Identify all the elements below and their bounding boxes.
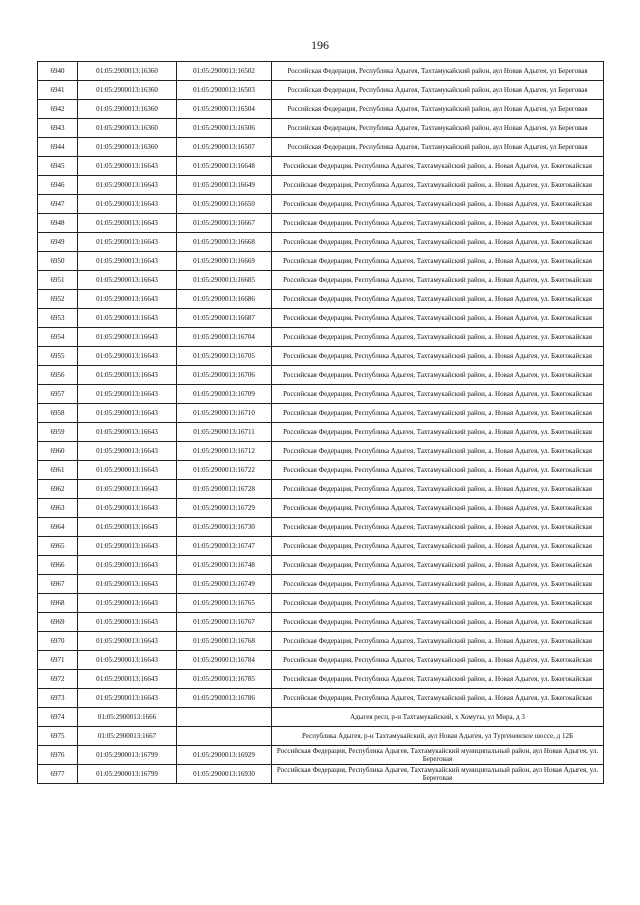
row-number-cell: 6959 xyxy=(38,423,78,442)
parent-cadastral-cell: 01:05:2900013:16643 xyxy=(78,594,177,613)
address-cell: Российская Федерация, Республика Адыгея, Тахтамукайский район, а. Новая Адыгея, ул. Бжегокайская xyxy=(272,233,604,252)
table-row xyxy=(38,119,604,138)
address-cell: Российская Федерация, Республика Адыгея, Тахтамукайский район, а. Новая Адыгея, ул. Бжегокайская xyxy=(272,195,604,214)
table-row xyxy=(38,651,604,670)
address-cell: Российская Федерация, Республика Адыгея, Тахтамукайский район, аул Новая Адыгея, ул Береговая xyxy=(272,119,604,138)
row-number-cell: 6974 xyxy=(38,708,78,727)
parent-cadastral-cell: 01:05:2900013:16643 xyxy=(78,195,177,214)
row-number-cell: 6971 xyxy=(38,651,78,670)
table-row xyxy=(38,499,604,518)
cadastral-number-cell: 01:05:2900013:16768 xyxy=(177,632,272,651)
row-number-cell: 6950 xyxy=(38,252,78,271)
parent-cadastral-cell: 01:05:2900013:16799 xyxy=(78,765,177,784)
table-row xyxy=(38,670,604,689)
row-number-cell: 6955 xyxy=(38,347,78,366)
table-row xyxy=(38,613,604,632)
table-row xyxy=(38,746,604,765)
row-number-cell: 6977 xyxy=(38,765,78,784)
row-number-cell: 6973 xyxy=(38,689,78,708)
address-cell: Российская Федерация, Республика Адыгея, Тахтамукайский район, а. Новая Адыгея, ул. Бжегокайская xyxy=(272,651,604,670)
address-cell: Российская Федерация, Республика Адыгея, Тахтамукайский муниципальный район, аул Новая Адыгея, ул. Береговая xyxy=(272,746,604,765)
parent-cadastral-cell: 01:05:2900013:16643 xyxy=(78,176,177,195)
parent-cadastral-cell: 01:05:2900013:1666 xyxy=(78,708,177,727)
parent-cadastral-cell: 01:05:2900013:16360 xyxy=(78,138,177,157)
parent-cadastral-cell: 01:05:2900013:16643 xyxy=(78,404,177,423)
row-number-cell: 6943 xyxy=(38,119,78,138)
parent-cadastral-cell: 01:05:2900013:16643 xyxy=(78,556,177,575)
parent-cadastral-cell: 01:05:2900013:16643 xyxy=(78,518,177,537)
row-number-cell: 6956 xyxy=(38,366,78,385)
table-row xyxy=(38,442,604,461)
row-number-cell: 6958 xyxy=(38,404,78,423)
address-cell: Российская Федерация, Республика Адыгея, Тахтамукайский муниципальный район, аул Новая Адыгея, ул. Береговая xyxy=(272,765,604,784)
address-cell: Российская Федерация, Республика Адыгея, Тахтамукайский район, а. Новая Адыгея, ул. Бжегокайская xyxy=(272,157,604,176)
cadastral-number-cell: 01:05:2900013:16709 xyxy=(177,385,272,404)
table-row xyxy=(38,423,604,442)
address-cell: Российская Федерация, Республика Адыгея, Тахтамукайский район, а. Новая Адыгея, ул. Бжегокайская xyxy=(272,461,604,480)
cadastral-number-cell: 01:05:2900013:16929 xyxy=(177,746,272,765)
address-cell: Российская Федерация, Республика Адыгея, Тахтамукайский район, аул Новая Адыгея, ул Береговая xyxy=(272,81,604,100)
parent-cadastral-cell: 01:05:2900013:16360 xyxy=(78,81,177,100)
table-row xyxy=(38,689,604,708)
address-cell: Российская Федерация, Республика Адыгея, Тахтамукайский район, а. Новая Адыгея, ул. Бжегокайская xyxy=(272,271,604,290)
address-cell: Российская Федерация, Республика Адыгея, Тахтамукайский район, а. Новая Адыгея, ул. Бжегокайская xyxy=(272,518,604,537)
row-number-cell: 6961 xyxy=(38,461,78,480)
cadastral-number-cell: 01:05:2900013:16712 xyxy=(177,442,272,461)
table-row xyxy=(38,632,604,651)
land-plot-table xyxy=(37,61,604,784)
row-number-cell: 6966 xyxy=(38,556,78,575)
address-cell: Российская Федерация, Республика Адыгея, Тахтамукайский район, аул Новая Адыгея, ул Береговая xyxy=(272,138,604,157)
row-number-cell: 6947 xyxy=(38,195,78,214)
address-cell: Российская Федерация, Республика Адыгея, Тахтамукайский район, а. Новая Адыгея, ул. Бжегокайская xyxy=(272,689,604,708)
cadastral-number-cell: 01:05:2900013:16704 xyxy=(177,328,272,347)
address-cell: Российская Федерация, Республика Адыгея, Тахтамукайский район, а. Новая Адыгея, ул. Бжегокайская xyxy=(272,594,604,613)
table-row xyxy=(38,252,604,271)
cadastral-number-cell: 01:05:2900013:16784 xyxy=(177,651,272,670)
page-number: 196 xyxy=(311,38,329,52)
parent-cadastral-cell: 01:05:2900013:16643 xyxy=(78,328,177,347)
cadastral-number-cell: 01:05:2900013:16710 xyxy=(177,404,272,423)
parent-cadastral-cell: 01:05:2900013:16643 xyxy=(78,575,177,594)
row-number-cell: 6944 xyxy=(38,138,78,157)
parent-cadastral-cell: 01:05:2900013:16643 xyxy=(78,442,177,461)
address-cell: Российская Федерация, Республика Адыгея, Тахтамукайский район, а. Новая Адыгея, ул. Бжегокайская xyxy=(272,328,604,347)
address-cell: Российская Федерация, Республика Адыгея, Тахтамукайский район, а. Новая Адыгея, ул. Бжегокайская xyxy=(272,290,604,309)
parent-cadastral-cell: 01:05:2900013:16643 xyxy=(78,290,177,309)
cadastral-number-cell: 01:05:2900013:16687 xyxy=(177,309,272,328)
row-number-cell: 6965 xyxy=(38,537,78,556)
row-number-cell: 6946 xyxy=(38,176,78,195)
table-row xyxy=(38,347,604,366)
address-cell: Российская Федерация, Республика Адыгея, Тахтамукайский район, а. Новая Адыгея, ул. Бжегокайская xyxy=(272,404,604,423)
address-cell: Российская Федерация, Республика Адыгея, Тахтамукайский район, а. Новая Адыгея, ул. Бжегокайская xyxy=(272,442,604,461)
table-row xyxy=(38,233,604,252)
table-row xyxy=(38,461,604,480)
cadastral-number-cell: 01:05:2900013:16930 xyxy=(177,765,272,784)
cadastral-number-cell: 01:05:2900013:16686 xyxy=(177,290,272,309)
address-cell: Российская Федерация, Республика Адыгея, Тахтамукайский район, а. Новая Адыгея, ул. Бжегокайская xyxy=(272,423,604,442)
row-number-cell: 6962 xyxy=(38,480,78,499)
row-number-cell: 6975 xyxy=(38,727,78,746)
address-cell: Российская Федерация, Республика Адыгея, Тахтамукайский район, аул Новая Адыгея, ул Береговая xyxy=(272,62,604,81)
parent-cadastral-cell: 01:05:2900013:16799 xyxy=(78,746,177,765)
parent-cadastral-cell: 01:05:2900013:16643 xyxy=(78,366,177,385)
row-number-cell: 6953 xyxy=(38,309,78,328)
table-row xyxy=(38,176,604,195)
cadastral-number-cell: 01:05:2900013:16722 xyxy=(177,461,272,480)
table-row xyxy=(38,480,604,499)
parent-cadastral-cell: 01:05:2900013:16643 xyxy=(78,461,177,480)
address-cell: Российская Федерация, Республика Адыгея, Тахтамукайский район, а. Новая Адыгея, ул. Бжегокайская xyxy=(272,309,604,328)
parent-cadastral-cell: 01:05:2900013:16643 xyxy=(78,423,177,442)
cadastral-number-cell: 01:05:2900013:16504 xyxy=(177,100,272,119)
cadastral-number-cell: 01:05:2900013:16685 xyxy=(177,271,272,290)
row-number-cell: 6969 xyxy=(38,613,78,632)
cadastral-number-cell: 01:05:2900013:16747 xyxy=(177,537,272,556)
parent-cadastral-cell: 01:05:2900013:16643 xyxy=(78,689,177,708)
parent-cadastral-cell: 01:05:2900013:16643 xyxy=(78,480,177,499)
table-body xyxy=(38,62,604,784)
table-row xyxy=(38,309,604,328)
row-number-cell: 6967 xyxy=(38,575,78,594)
parent-cadastral-cell: 01:05:2900013:16643 xyxy=(78,385,177,404)
cadastral-number-cell xyxy=(177,727,272,746)
row-number-cell: 6972 xyxy=(38,670,78,689)
parent-cadastral-cell: 01:05:2900013:16643 xyxy=(78,537,177,556)
row-number-cell: 6952 xyxy=(38,290,78,309)
parent-cadastral-cell: 01:05:2900013:16643 xyxy=(78,309,177,328)
cadastral-number-cell: 01:05:2900013:16706 xyxy=(177,366,272,385)
table-row xyxy=(38,556,604,575)
table-row xyxy=(38,81,604,100)
address-cell: Российская Федерация, Республика Адыгея, Тахтамукайский район, а. Новая Адыгея, ул. Бжегокайская xyxy=(272,252,604,271)
address-cell: Российская Федерация, Республика Адыгея, Тахтамукайский район, а. Новая Адыгея, ул. Бжегокайская xyxy=(272,632,604,651)
address-cell: Российская Федерация, Республика Адыгея, Тахтамукайский район, а. Новая Адыгея, ул. Бжегокайская xyxy=(272,366,604,385)
table-row xyxy=(38,366,604,385)
table-row xyxy=(38,157,604,176)
address-cell: Российская Федерация, Республика Адыгея, Тахтамукайский район, а. Новая Адыгея, ул. Бжегокайская xyxy=(272,613,604,632)
parent-cadastral-cell: 01:05:2900013:16643 xyxy=(78,632,177,651)
cadastral-number-cell: 01:05:2900013:16786 xyxy=(177,689,272,708)
address-cell: Российская Федерация, Республика Адыгея, Тахтамукайский район, а. Новая Адыгея, ул. Бжегокайская xyxy=(272,499,604,518)
cadastral-number-cell xyxy=(177,708,272,727)
cadastral-number-cell: 01:05:2900013:16730 xyxy=(177,518,272,537)
address-cell: Российская Федерация, Республика Адыгея, Тахтамукайский район, а. Новая Адыгея, ул. Бжегокайская xyxy=(272,537,604,556)
table-row xyxy=(38,727,604,746)
table-row xyxy=(38,62,604,81)
table-row xyxy=(38,575,604,594)
table-row xyxy=(38,385,604,404)
cadastral-number-cell: 01:05:2900013:16648 xyxy=(177,157,272,176)
cadastral-number-cell: 01:05:2900013:16507 xyxy=(177,138,272,157)
parent-cadastral-cell: 01:05:2900013:16360 xyxy=(78,62,177,81)
table-row xyxy=(38,195,604,214)
address-cell: Российская Федерация, Республика Адыгея, Тахтамукайский район, аул Новая Адыгея, ул Береговая xyxy=(272,100,604,119)
address-cell: Российская Федерация, Республика Адыгея, Тахтамукайский район, а. Новая Адыгея, ул. Бжегокайская xyxy=(272,480,604,499)
table-row xyxy=(38,100,604,119)
address-cell: Адыгея респ, р-н Тахтамукайский, х Хомуты, ул Мира, д 3 xyxy=(272,708,604,727)
parent-cadastral-cell: 01:05:2900013:16643 xyxy=(78,233,177,252)
cadastral-number-cell: 01:05:2900013:16669 xyxy=(177,252,272,271)
parent-cadastral-cell: 01:05:2900013:16643 xyxy=(78,252,177,271)
cadastral-number-cell: 01:05:2900013:16765 xyxy=(177,594,272,613)
cadastral-number-cell: 01:05:2900013:16749 xyxy=(177,575,272,594)
cadastral-number-cell: 01:05:2900013:16785 xyxy=(177,670,272,689)
table-row xyxy=(38,708,604,727)
row-number-cell: 6951 xyxy=(38,271,78,290)
parent-cadastral-cell: 01:05:2900013:16643 xyxy=(78,347,177,366)
address-cell: Российская Федерация, Республика Адыгея, Тахтамукайский район, а. Новая Адыгея, ул. Бжегокайская xyxy=(272,670,604,689)
address-cell: Республика Адыгея, р-н Тахтамукайский, аул Новая Адыгея, ул Тургеневское шоссе, д 12Б xyxy=(272,727,604,746)
parent-cadastral-cell: 01:05:2900013:16643 xyxy=(78,214,177,233)
parent-cadastral-cell: 01:05:2900013:1667 xyxy=(78,727,177,746)
table-row xyxy=(38,518,604,537)
table-row xyxy=(38,214,604,233)
row-number-cell: 6968 xyxy=(38,594,78,613)
table-row xyxy=(38,290,604,309)
address-cell: Российская Федерация, Республика Адыгея, Тахтамукайский район, а. Новая Адыгея, ул. Бжегокайская xyxy=(272,214,604,233)
table-row xyxy=(38,594,604,613)
cadastral-number-cell: 01:05:2900013:16729 xyxy=(177,499,272,518)
table-row xyxy=(38,271,604,290)
address-cell: Российская Федерация, Республика Адыгея, Тахтамукайский район, а. Новая Адыгея, ул. Бжегокайская xyxy=(272,575,604,594)
row-number-cell: 6945 xyxy=(38,157,78,176)
row-number-cell: 6948 xyxy=(38,214,78,233)
row-number-cell: 6964 xyxy=(38,518,78,537)
parent-cadastral-cell: 01:05:2900013:16643 xyxy=(78,613,177,632)
row-number-cell: 6942 xyxy=(38,100,78,119)
cadastral-number-cell: 01:05:2900013:16728 xyxy=(177,480,272,499)
row-number-cell: 6970 xyxy=(38,632,78,651)
address-cell: Российская Федерация, Республика Адыгея, Тахтамукайский район, а. Новая Адыгея, ул. Бжегокайская xyxy=(272,556,604,575)
row-number-cell: 6957 xyxy=(38,385,78,404)
table-row xyxy=(38,537,604,556)
address-cell: Российская Федерация, Республика Адыгея, Тахтамукайский район, а. Новая Адыгея, ул. Бжегокайская xyxy=(272,347,604,366)
cadastral-number-cell: 01:05:2900013:16767 xyxy=(177,613,272,632)
row-number-cell: 6954 xyxy=(38,328,78,347)
parent-cadastral-cell: 01:05:2900013:16643 xyxy=(78,651,177,670)
cadastral-number-cell: 01:05:2900013:16503 xyxy=(177,81,272,100)
cadastral-number-cell: 01:05:2900013:16650 xyxy=(177,195,272,214)
row-number-cell: 6940 xyxy=(38,62,78,81)
row-number-cell: 6963 xyxy=(38,499,78,518)
cadastral-number-cell: 01:05:2900013:16711 xyxy=(177,423,272,442)
parent-cadastral-cell: 01:05:2900013:16643 xyxy=(78,157,177,176)
row-number-cell: 6960 xyxy=(38,442,78,461)
row-number-cell: 6949 xyxy=(38,233,78,252)
row-number-cell: 6941 xyxy=(38,81,78,100)
parent-cadastral-cell: 01:05:2900013:16643 xyxy=(78,499,177,518)
parent-cadastral-cell: 01:05:2900013:16643 xyxy=(78,271,177,290)
cadastral-number-cell: 01:05:2900013:16668 xyxy=(177,233,272,252)
cadastral-number-cell: 01:05:2900013:16506 xyxy=(177,119,272,138)
table-row xyxy=(38,138,604,157)
cadastral-number-cell: 01:05:2900013:16502 xyxy=(177,62,272,81)
table-row xyxy=(38,404,604,423)
address-cell: Российская Федерация, Республика Адыгея, Тахтамукайский район, а. Новая Адыгея, ул. Бжегокайская xyxy=(272,385,604,404)
parent-cadastral-cell: 01:05:2900013:16360 xyxy=(78,100,177,119)
row-number-cell: 6976 xyxy=(38,746,78,765)
cadastral-number-cell: 01:05:2900013:16705 xyxy=(177,347,272,366)
address-cell: Российская Федерация, Республика Адыгея, Тахтамукайский район, а. Новая Адыгея, ул. Бжегокайская xyxy=(272,176,604,195)
cadastral-number-cell: 01:05:2900013:16667 xyxy=(177,214,272,233)
table-row xyxy=(38,765,604,784)
table-row xyxy=(38,328,604,347)
cadastral-number-cell: 01:05:2900013:16649 xyxy=(177,176,272,195)
parent-cadastral-cell: 01:05:2900013:16643 xyxy=(78,670,177,689)
parent-cadastral-cell: 01:05:2900013:16360 xyxy=(78,119,177,138)
cadastral-number-cell: 01:05:2900013:16748 xyxy=(177,556,272,575)
